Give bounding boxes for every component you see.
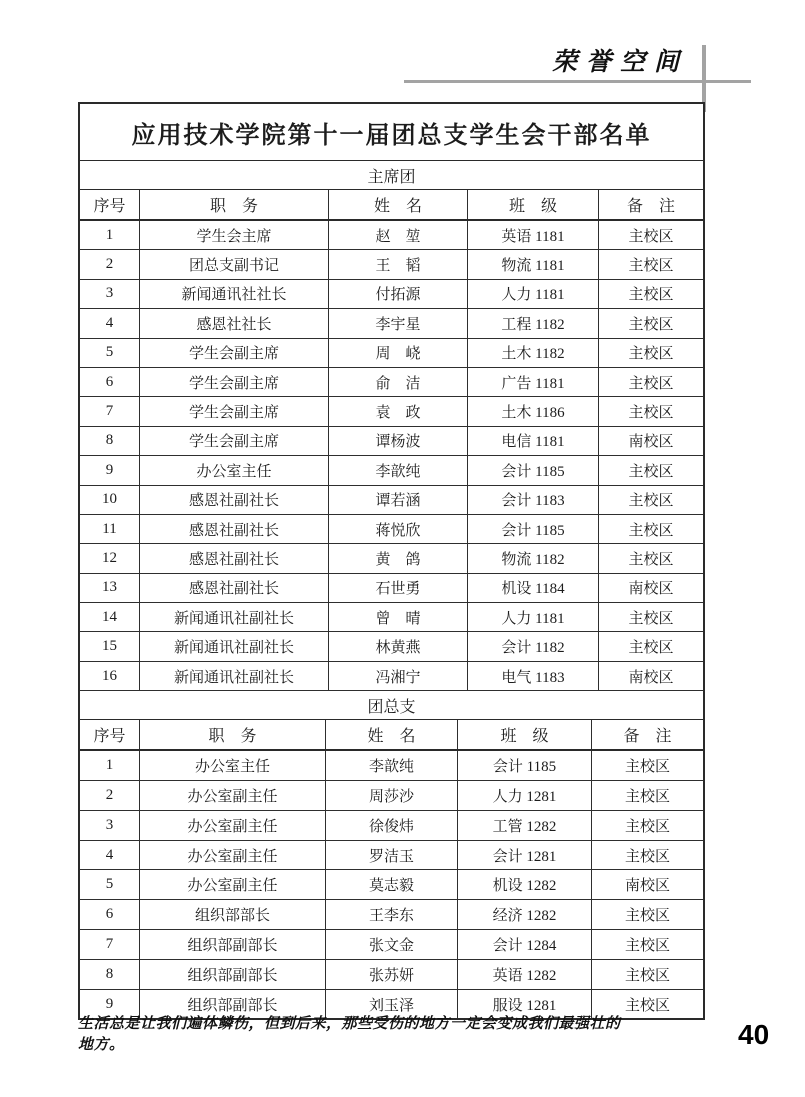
table-row bbox=[80, 486, 703, 515]
cell-class: 人力 1181 bbox=[468, 280, 599, 308]
cell-index: 2 bbox=[80, 250, 140, 278]
cell-class: 电信 1181 bbox=[468, 427, 599, 455]
cell-name: 石世勇 bbox=[329, 574, 468, 602]
cell-index: 2 bbox=[80, 781, 140, 810]
cell-name: 徐俊炜 bbox=[326, 811, 458, 840]
section-bar-presidium: 主席团 bbox=[80, 161, 703, 190]
cell-position: 学生会副主席 bbox=[140, 397, 329, 425]
footer-quote bbox=[78, 1014, 678, 1056]
cell-position: 组织部副部长 bbox=[140, 990, 326, 1019]
cell-name: 张文金 bbox=[326, 930, 458, 959]
cell-name: 付拓源 bbox=[329, 280, 468, 308]
cell-position: 办公室副主任 bbox=[140, 811, 326, 840]
cell-name: 莫志毅 bbox=[326, 870, 458, 899]
cell-index: 7 bbox=[80, 397, 140, 425]
cell-name: 冯湘宁 bbox=[329, 662, 468, 690]
cell-position: 学生会主席 bbox=[140, 221, 329, 249]
cell-class: 英语 1282 bbox=[458, 960, 592, 989]
cell-position: 组织部副部长 bbox=[140, 960, 326, 989]
cell-note: 主校区 bbox=[624, 759, 670, 776]
cell-position: 办公室主任 bbox=[140, 751, 326, 780]
cell-name: 周莎沙 bbox=[326, 781, 458, 810]
cell-position: 学生会副主席 bbox=[140, 427, 329, 455]
cell-note: 主校区 bbox=[628, 258, 674, 275]
cell-class: 物流 1181 bbox=[468, 250, 599, 278]
table-header-row bbox=[80, 190, 703, 221]
cell-position: 新闻通讯社副社长 bbox=[140, 662, 329, 690]
cell-name: 蒋悦欣 bbox=[329, 515, 468, 543]
header-cell-index: 序号 bbox=[80, 190, 140, 219]
cell-position: 团总支副书记 bbox=[140, 250, 329, 278]
cell-position: 学生会副主席 bbox=[140, 368, 329, 396]
cell-note: 主校区 bbox=[628, 405, 674, 422]
cell-position: 新闻通讯社副社长 bbox=[140, 603, 329, 631]
table-row bbox=[80, 456, 703, 485]
cell-index: 4 bbox=[80, 309, 140, 337]
header-cell-position: 职 务 bbox=[140, 720, 326, 749]
cell-index: 11 bbox=[80, 515, 140, 543]
cell-note: 主校区 bbox=[628, 287, 674, 304]
table-row bbox=[80, 603, 703, 632]
header-cell-index: 序号 bbox=[80, 720, 140, 749]
table-body-presidium bbox=[80, 221, 703, 691]
cell-note: 南校区 bbox=[628, 669, 674, 686]
page-number: 40 bbox=[738, 1019, 770, 1050]
table-row bbox=[80, 632, 703, 661]
header-cell-note: 备 注 bbox=[626, 198, 675, 215]
table-row bbox=[80, 662, 703, 691]
cell-index: 7 bbox=[80, 930, 140, 959]
cell-class: 会计 1185 bbox=[468, 456, 599, 484]
cell-name: 曾 晴 bbox=[329, 603, 468, 631]
table-row bbox=[80, 368, 703, 397]
cell-name: 李宇星 bbox=[329, 309, 468, 337]
cell-index: 1 bbox=[80, 221, 140, 249]
cell-position: 办公室副主任 bbox=[140, 781, 326, 810]
cell-name: 王 韬 bbox=[329, 250, 468, 278]
header-cell-class: 班 级 bbox=[458, 720, 592, 749]
cell-index: 4 bbox=[80, 841, 140, 870]
header-cell-position: 职 务 bbox=[140, 190, 329, 219]
cell-class: 工管 1282 bbox=[458, 811, 592, 840]
cell-class: 会计 1281 bbox=[458, 841, 592, 870]
cell-index: 15 bbox=[80, 632, 140, 660]
footer-quote-line1: 生活总是让我们遍体鳞伤，但到后来，那些受伤的地方一定会变成我们最强壮的 bbox=[78, 1016, 621, 1032]
cell-name: 谭若涵 bbox=[329, 486, 468, 514]
table-section-presidium bbox=[80, 190, 703, 691]
cell-note: 主校区 bbox=[624, 997, 670, 1014]
table-section-league-branch bbox=[80, 720, 703, 1018]
masthead-calligraphy: 荣誉空间 bbox=[552, 49, 689, 76]
table-row bbox=[80, 751, 703, 781]
table-row bbox=[80, 781, 703, 811]
cell-name: 周 峣 bbox=[329, 339, 468, 367]
table-row bbox=[80, 900, 703, 930]
cell-index: 10 bbox=[80, 486, 140, 514]
cell-class: 会计 1185 bbox=[468, 515, 599, 543]
cell-index: 6 bbox=[80, 900, 140, 929]
cell-position: 感恩社副社长 bbox=[140, 544, 329, 572]
cell-note: 主校区 bbox=[624, 967, 670, 984]
cell-note: 主校区 bbox=[624, 908, 670, 925]
table-row bbox=[80, 960, 703, 990]
table-row bbox=[80, 280, 703, 309]
cell-note: 主校区 bbox=[628, 551, 674, 568]
table-continuation-tick bbox=[78, 990, 80, 999]
cell-note: 主校区 bbox=[628, 228, 674, 245]
cell-note: 主校区 bbox=[624, 818, 670, 835]
table-row bbox=[80, 339, 703, 368]
cell-note: 南校区 bbox=[628, 434, 674, 451]
table-body-league-branch bbox=[80, 751, 703, 1018]
table-row bbox=[80, 811, 703, 841]
cell-note: 主校区 bbox=[628, 375, 674, 392]
cell-class: 会计 1185 bbox=[458, 751, 592, 780]
cell-note: 主校区 bbox=[624, 788, 670, 805]
cell-index: 1 bbox=[80, 751, 140, 780]
cell-note: 主校区 bbox=[628, 610, 674, 627]
cell-index: 3 bbox=[80, 280, 140, 308]
cell-index: 13 bbox=[80, 574, 140, 602]
cell-position: 办公室主任 bbox=[140, 456, 329, 484]
cell-note: 主校区 bbox=[624, 848, 670, 865]
table-row bbox=[80, 515, 703, 544]
cell-name: 林黄燕 bbox=[329, 632, 468, 660]
cell-name: 赵 堃 bbox=[329, 221, 468, 249]
section-bar-league-branch: 团总支 bbox=[80, 691, 703, 720]
cell-class: 会计 1183 bbox=[468, 486, 599, 514]
cell-class: 广告 1181 bbox=[468, 368, 599, 396]
cell-note: 主校区 bbox=[628, 316, 674, 333]
table-row bbox=[80, 574, 703, 603]
header-cell-name: 姓 名 bbox=[326, 720, 458, 749]
cell-position: 感恩社副社长 bbox=[140, 515, 329, 543]
cell-class: 物流 1182 bbox=[468, 544, 599, 572]
cell-note: 主校区 bbox=[628, 463, 674, 480]
table-row bbox=[80, 930, 703, 960]
cell-class: 英语 1181 bbox=[468, 221, 599, 249]
cell-position: 新闻通讯社社长 bbox=[140, 280, 329, 308]
table-row bbox=[80, 309, 703, 338]
cell-index: 8 bbox=[80, 427, 140, 455]
table-row bbox=[80, 397, 703, 426]
cell-class: 机设 1184 bbox=[468, 574, 599, 602]
cell-name: 俞 洁 bbox=[329, 368, 468, 396]
cell-name: 张苏妍 bbox=[326, 960, 458, 989]
cell-note: 主校区 bbox=[628, 346, 674, 363]
cell-name: 黄 鸽 bbox=[329, 544, 468, 572]
cell-position: 感恩社副社长 bbox=[140, 486, 329, 514]
cell-class: 会计 1182 bbox=[468, 632, 599, 660]
cell-index: 8 bbox=[80, 960, 140, 989]
cell-note: 主校区 bbox=[628, 493, 674, 510]
cell-name: 王李东 bbox=[326, 900, 458, 929]
table-row bbox=[80, 841, 703, 871]
cell-note: 南校区 bbox=[624, 878, 670, 895]
cell-index: 16 bbox=[80, 662, 140, 690]
cell-index: 6 bbox=[80, 368, 140, 396]
cell-class: 电气 1183 bbox=[468, 662, 599, 690]
cell-position: 感恩社社长 bbox=[140, 309, 329, 337]
cell-index: 12 bbox=[80, 544, 140, 572]
cell-note: 主校区 bbox=[624, 937, 670, 954]
cell-position: 组织部副部长 bbox=[140, 930, 326, 959]
header-cell-class: 班 级 bbox=[468, 190, 599, 219]
cell-position: 感恩社副社长 bbox=[140, 574, 329, 602]
table-title: 应用技术学院第十一届团总支学生会干部名单 bbox=[80, 104, 703, 161]
header-cell-name: 姓 名 bbox=[329, 190, 468, 219]
header-cell-note: 备 注 bbox=[623, 728, 672, 746]
cell-index: 9 bbox=[80, 456, 140, 484]
cell-name: 李歆纯 bbox=[329, 456, 468, 484]
cell-name: 罗洁玉 bbox=[326, 841, 458, 870]
cell-class: 人力 1281 bbox=[458, 781, 592, 810]
cell-position: 学生会副主席 bbox=[140, 339, 329, 367]
cell-name: 袁 政 bbox=[329, 397, 468, 425]
cell-class: 机设 1282 bbox=[458, 870, 592, 899]
cell-class: 土木 1186 bbox=[468, 397, 599, 425]
cell-index: 5 bbox=[80, 339, 140, 367]
masthead-rule-horizontal bbox=[404, 80, 751, 83]
cell-note: 主校区 bbox=[628, 640, 674, 657]
cell-position: 新闻通讯社副社长 bbox=[140, 632, 329, 660]
cell-index: 14 bbox=[80, 603, 140, 631]
cell-position: 组织部部长 bbox=[140, 900, 326, 929]
table-header-row bbox=[80, 720, 703, 751]
table-row bbox=[80, 870, 703, 900]
cell-name: 刘玉泽 bbox=[326, 990, 458, 1019]
table-row bbox=[80, 544, 703, 573]
cell-class: 经济 1282 bbox=[458, 900, 592, 929]
cell-name: 谭杨波 bbox=[329, 427, 468, 455]
cell-note: 南校区 bbox=[628, 581, 674, 598]
cell-index: 3 bbox=[80, 811, 140, 840]
roster-table bbox=[78, 102, 705, 1020]
cell-class: 服设 1281 bbox=[458, 990, 592, 1019]
cell-class: 人力 1181 bbox=[468, 603, 599, 631]
cell-index: 5 bbox=[80, 870, 140, 899]
cell-position: 办公室副主任 bbox=[140, 870, 326, 899]
cell-class: 工程 1182 bbox=[468, 309, 599, 337]
cell-position: 办公室副主任 bbox=[140, 841, 326, 870]
table-row bbox=[80, 250, 703, 279]
footer-quote-line2: 地方。 bbox=[78, 1037, 125, 1053]
table-row bbox=[80, 427, 703, 456]
cell-class: 会计 1284 bbox=[458, 930, 592, 959]
cell-index: 9 bbox=[80, 990, 140, 1019]
cell-class: 土木 1182 bbox=[468, 339, 599, 367]
cell-name: 李歆纯 bbox=[326, 751, 458, 780]
table-row bbox=[80, 221, 703, 250]
cell-note: 主校区 bbox=[628, 522, 674, 539]
